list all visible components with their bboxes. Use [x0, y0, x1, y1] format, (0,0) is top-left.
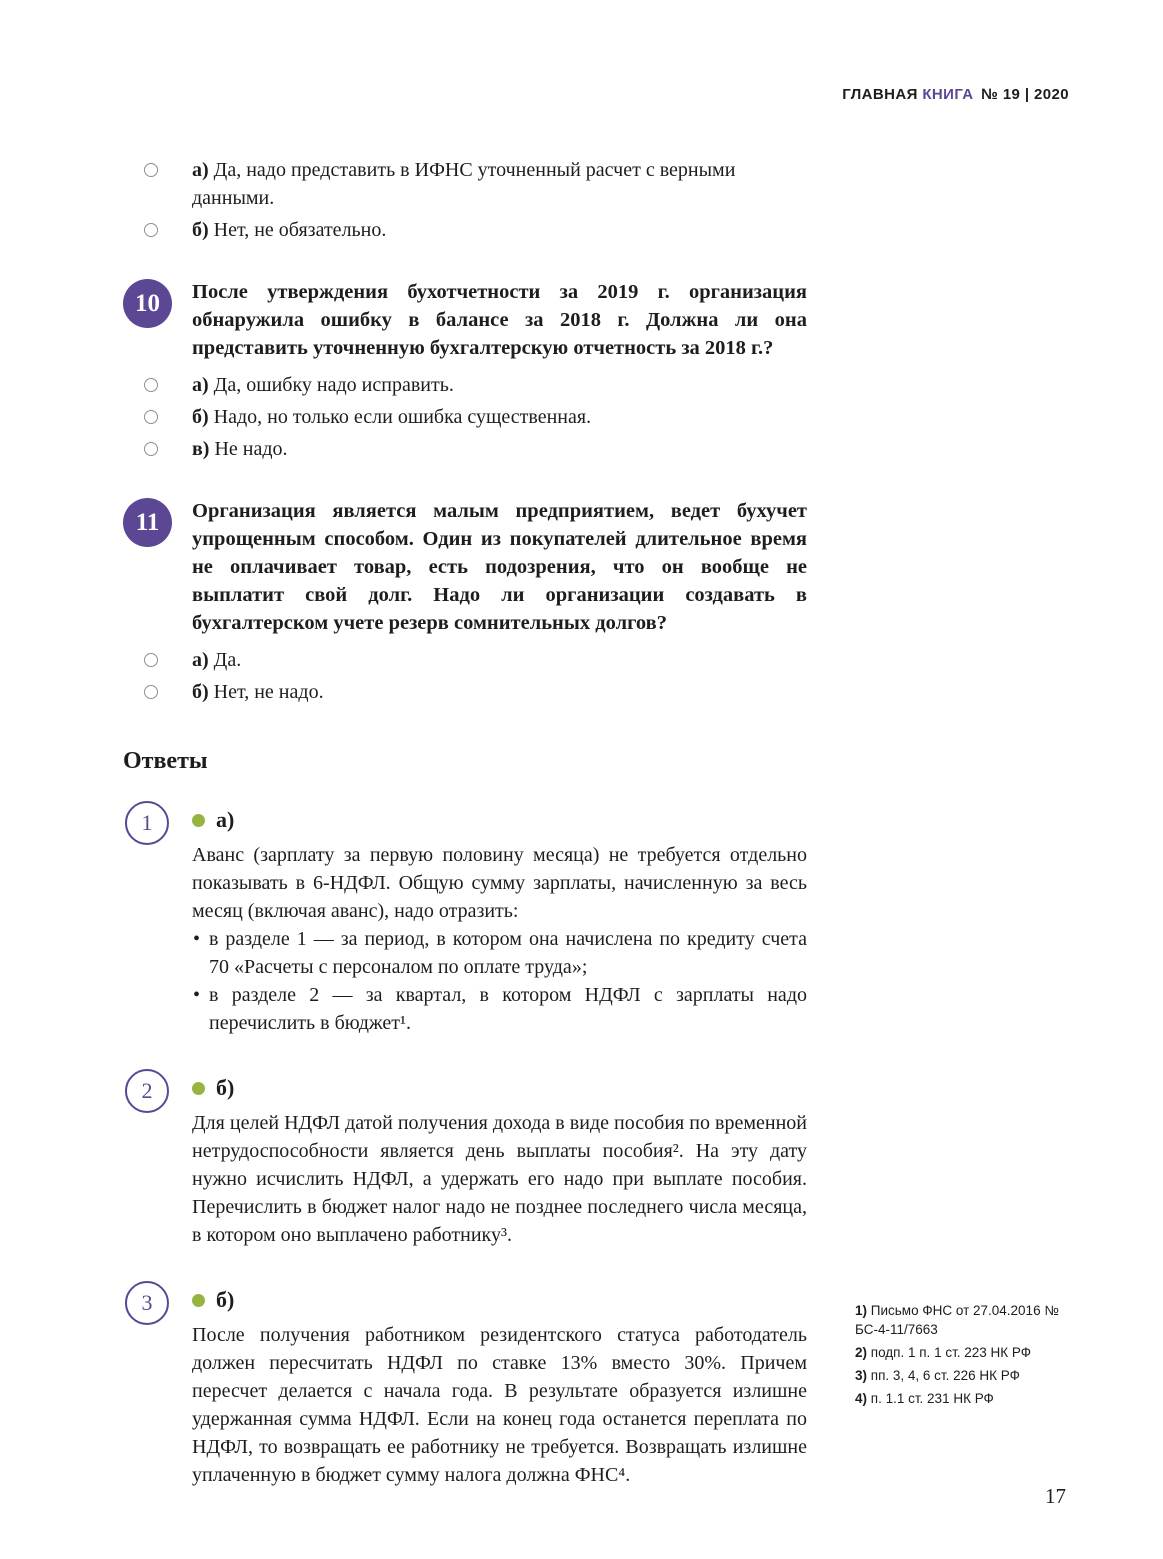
brand-kniga: КНИГА	[922, 86, 974, 103]
question-number-badge: 10	[123, 279, 172, 328]
option-text: Надо, но только если ошибка существенная.	[213, 406, 592, 428]
option-text: Да.	[213, 649, 242, 671]
radio-icon	[144, 442, 158, 456]
answers-heading: Ответы	[123, 748, 208, 774]
brand-glavnaya: ГЛАВНАЯ	[842, 86, 918, 103]
option-letter: а)	[192, 159, 209, 181]
option-letter: б)	[192, 681, 209, 703]
answer-number-badge: 1	[125, 801, 169, 845]
radio-icon	[144, 653, 158, 667]
question-11	[123, 497, 807, 637]
option-row	[123, 216, 807, 244]
option-text: Да, ошибку надо исправить.	[213, 374, 454, 396]
option-letter: в)	[192, 438, 210, 460]
bullet-text: в разделе 1 — за период, в котором она начислена по кредиту счета 70 «Расчеты с персоналом по оплате труда»;	[209, 928, 807, 978]
footnote-number: 4)	[855, 1391, 868, 1406]
answer-letter: а)	[216, 807, 235, 832]
footnote-text: п. 1.1 ст. 231 НК РФ	[870, 1391, 994, 1406]
option-row	[123, 403, 807, 431]
answer-letter-row	[192, 805, 807, 835]
answer-bullet-item	[192, 925, 807, 981]
footnote-text: подп. 1 п. 1 ст. 223 НК РФ	[870, 1345, 1032, 1360]
question-10	[123, 278, 807, 362]
green-dot-icon	[192, 1082, 205, 1095]
bullet-text: в разделе 2 — за квартал, в котором НДФЛ с зарплаты надо перечислить в бюджет¹.	[209, 984, 807, 1034]
answer-letter-row	[192, 1073, 807, 1103]
footnote-number: 1)	[855, 1303, 868, 1318]
answer-text: Для целей НДФЛ датой получения дохода в виде пособия по временной нетрудоспособности является день выплаты пособия². На эту дату нужно исчислить НДФЛ, а удержать его надо при выплате пособия. Перечислить в бюджет налог надо не позднее последнего числа месяца, в котором оно выплачено работнику³.	[192, 1112, 807, 1246]
page-number: 17	[1045, 1484, 1066, 1508]
radio-icon	[144, 223, 158, 237]
footnotes	[855, 1301, 1073, 1412]
option-row	[123, 371, 807, 399]
option-row	[123, 646, 807, 674]
main-content-column	[123, 156, 807, 1489]
option-letter: а)	[192, 649, 209, 671]
issue-number: № 19 | 2020	[981, 86, 1069, 103]
answer-1	[123, 805, 807, 1037]
green-dot-icon	[192, 814, 205, 827]
radio-icon	[144, 163, 158, 177]
radio-icon	[144, 685, 158, 699]
footnote	[855, 1366, 1073, 1385]
answer-2	[123, 1073, 807, 1249]
footnote	[855, 1343, 1073, 1362]
option-letter: а)	[192, 374, 209, 396]
question-number-badge: 11	[123, 498, 172, 547]
footnote-number: 3)	[855, 1368, 868, 1383]
answer-number-badge: 3	[125, 1281, 169, 1325]
answer-text: Аванс (зарплату за первую половину месяца) не требуется отдельно показывать в 6-НДФЛ. Общую сумму зарплаты, начисленную за весь месяц (включая аванс), надо отразить:	[192, 844, 807, 922]
answer-letter: б)	[216, 1287, 235, 1312]
footnote	[855, 1389, 1073, 1408]
option-text: Нет, не обязательно.	[213, 219, 387, 241]
option-text: Нет, не надо.	[213, 681, 324, 703]
option-row	[123, 156, 807, 212]
question-text: Организация является малым предприятием, ведет бухучет упрощенным способом. Один из покупателей длительное время не оплачивает товар, есть подозрения, что он вообще не выплатит свой долг. Надо ли организации создавать в бухгалтерском учете резерв сомнительных долгов?	[192, 500, 807, 634]
answer-number-badge: 2	[125, 1069, 169, 1113]
footnote-number: 2)	[855, 1345, 868, 1360]
footnote-text: пп. 3, 4, 6 ст. 226 НК РФ	[870, 1368, 1020, 1383]
answer-text: После получения работником резидентского статуса работодатель должен пересчитать НДФЛ по ставке 13% вместо 30%. Причем пересчет делается с начала года. В результате образуется излишне удержанная сумма НДФЛ. Если на конец года останется переплата по НДФЛ, то возвращать ее работнику не требуется. Возвращать излишне уплаченную в бюджет сумму налога должна ФНС⁴.	[192, 1324, 807, 1486]
question-text: После утверждения бухотчетности за 2019 г. организация обнаружила ошибку в балансе за 2018 г. Должна ли она представить уточненную бухгалтерскую отчетность за 2018 г.?	[192, 281, 807, 359]
option-text: Да, надо представить в ИФНС уточненный расчет с верными данными.	[192, 159, 736, 209]
option-row	[123, 678, 807, 706]
answer-bullet-item	[192, 981, 807, 1037]
option-row	[123, 435, 807, 463]
footnote	[855, 1301, 1073, 1339]
option-letter: б)	[192, 219, 209, 241]
answer-letter-row	[192, 1285, 807, 1315]
option-text: Не надо.	[214, 438, 288, 460]
radio-icon	[144, 410, 158, 424]
answer-3	[123, 1285, 807, 1489]
radio-icon	[144, 378, 158, 392]
option-letter: б)	[192, 406, 209, 428]
green-dot-icon	[192, 1294, 205, 1307]
page-header	[842, 86, 1069, 103]
answer-letter: б)	[216, 1075, 235, 1100]
footnote-text: Письмо ФНС от 27.04.2016 № БС-4-11/7663	[855, 1303, 1059, 1337]
